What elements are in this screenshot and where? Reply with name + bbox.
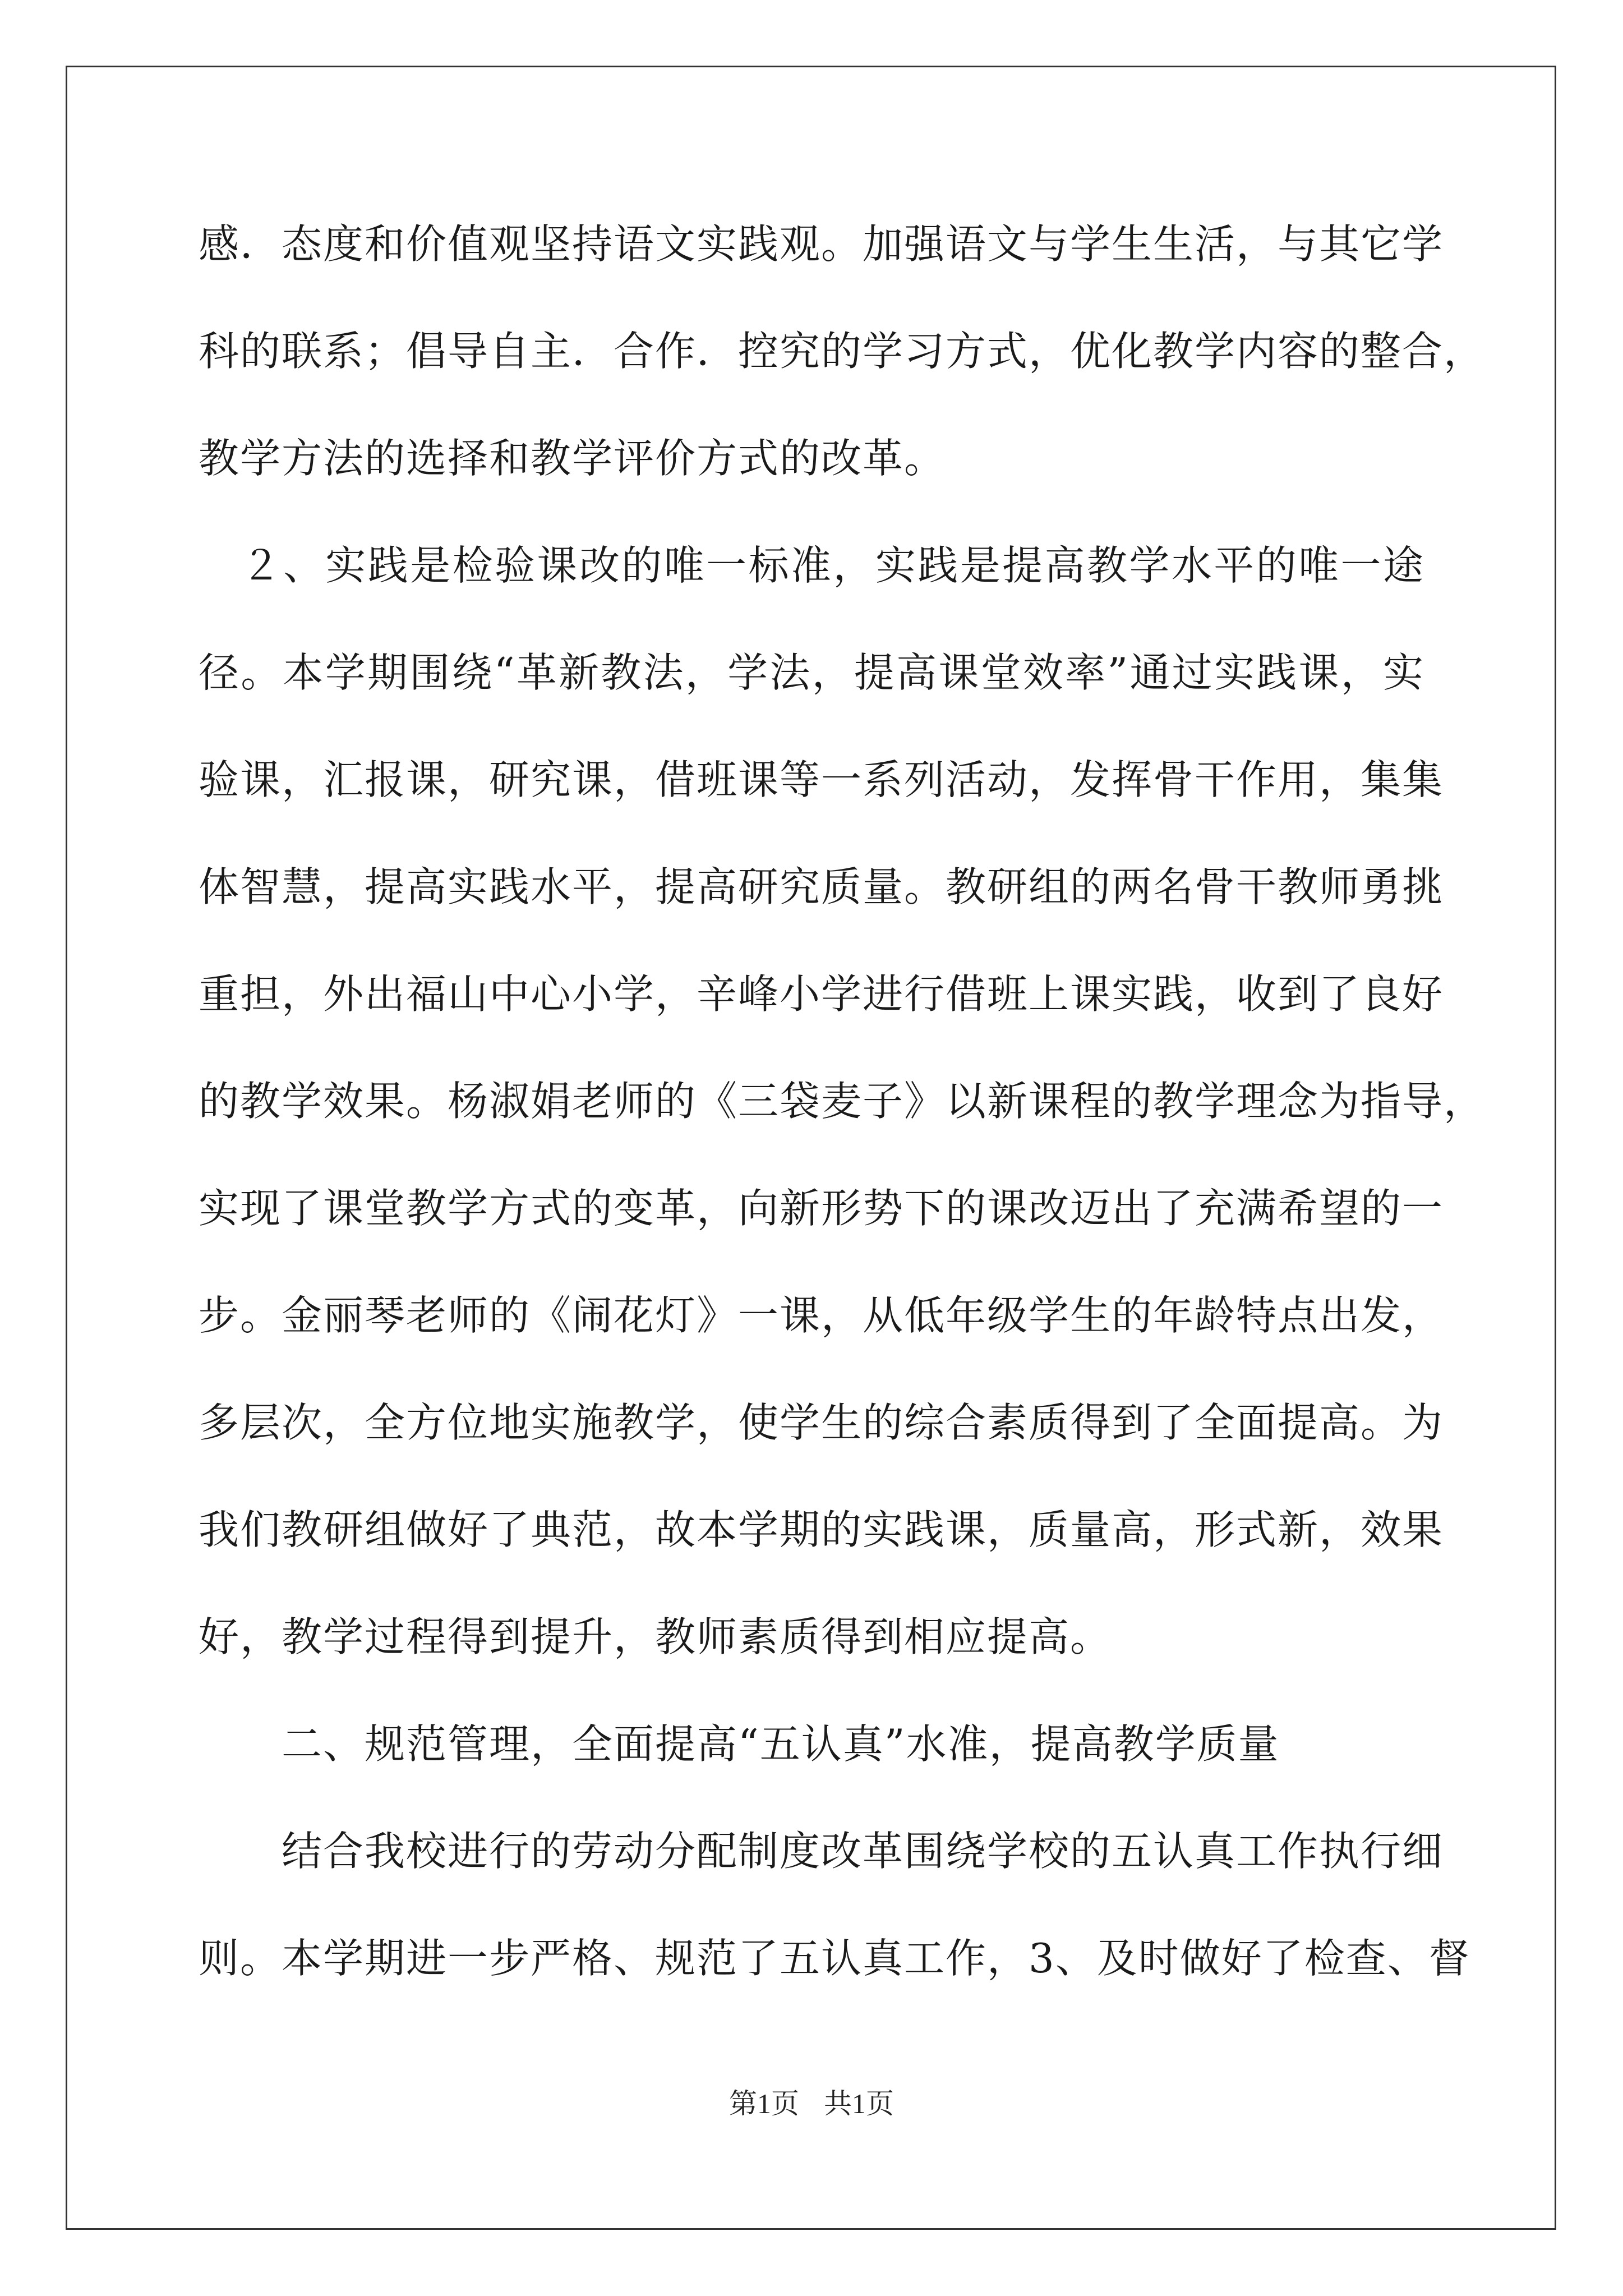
text-line: 感．态度和价值观坚持语文实践观。加强语文与学生生活，与其它学 <box>199 220 1444 268</box>
text-line: 步。金丽琴老师的《闹花灯》一课，从低年级学生的年龄特点出发， <box>199 1292 1444 1339</box>
text-line: 好，教学过程得到提升，教师素质得到相应提高。 <box>199 1613 1112 1660</box>
page-number: 第1页 <box>729 2088 799 2119</box>
section-heading: 二、规范管理，全面提高“五认真”水准，提高教学质量 <box>199 1720 1280 1768</box>
text-line: 教学方法的选择和教学评价方式的改革。 <box>199 435 946 482</box>
text-line: 结合我校进行的劳动分配制度改革围绕学校的五认真工作执行细 <box>199 1828 1444 1875</box>
text-line: 体智慧，提高实践水平，提高研究质量。教研组的两名骨干教师勇挑 <box>199 863 1444 910</box>
text-line: 重担，外出福山中心小学，辛峰小学进行借班上课实践，收到了良好 <box>199 970 1444 1018</box>
text-line: 实现了课堂教学方式的变革，向新形势下的课改迈出了充满希望的一 <box>199 1185 1444 1232</box>
text-line: 则。本学期进一步严格、规范了五认真工作，3、及时做好了检查、督 <box>199 1935 1470 1982</box>
page-footer <box>0 2087 1623 2120</box>
text-line: ２、实践是检验课改的唯一标准，实践是提高教学水平的唯一途 <box>199 542 1424 589</box>
text-line: 的教学效果。杨淑娟老师的《三袋麦子》以新课程的教学理念为指导， <box>199 1078 1486 1125</box>
text-line: 验课，汇报课，研究课，借班课等一系列活动，发挥骨干作用，集集 <box>199 756 1444 803</box>
text-line: 我们教研组做好了典范，故本学期的实践课，质量高，形式新，效果 <box>199 1506 1444 1553</box>
text-line: 科的联系；倡导自主．合作．控究的学习方式，优化教学内容的整合， <box>199 328 1486 375</box>
document-body <box>199 208 1486 2029</box>
text-line: 多层次，全方位地实施教学，使学生的综合素质得到了全面提高。为 <box>199 1399 1444 1446</box>
text-line: 径。本学期围绕“革新教法，学法，提高课堂效率”通过实践课，实 <box>199 649 1424 696</box>
page-total: 共1页 <box>824 2088 894 2119</box>
